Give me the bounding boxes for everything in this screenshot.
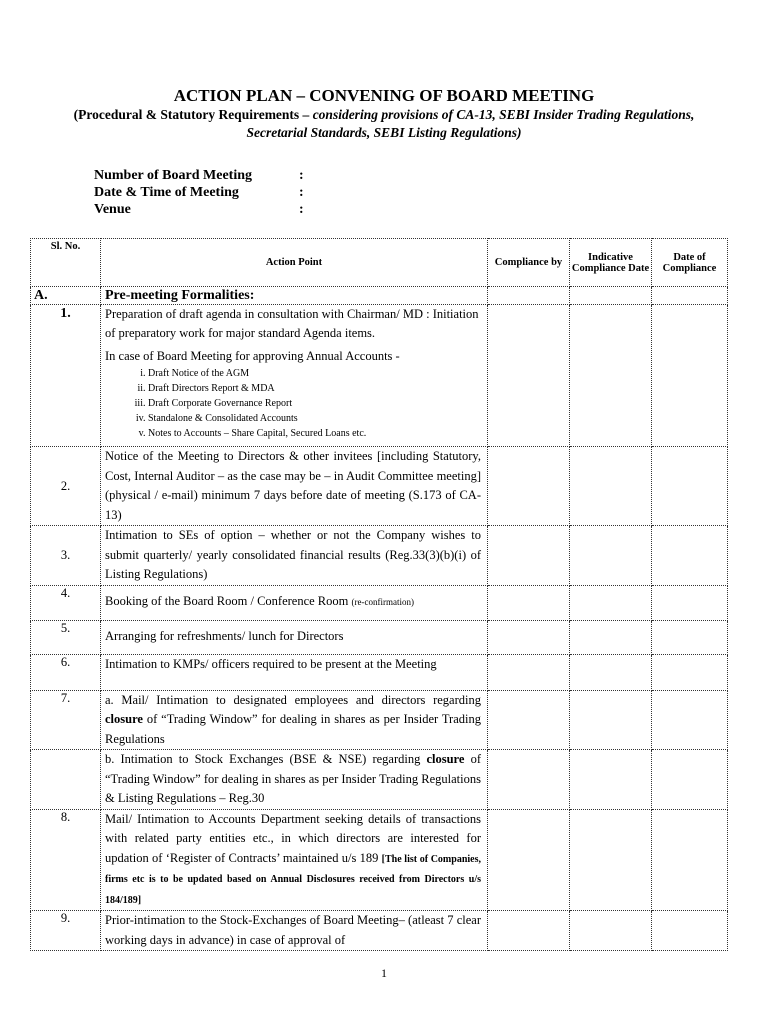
subtitle-italic: considering provisions of CA-13, SEBI Insider Trading Regulations, Secretarial Standards, SEBI Listing Regulations): [246, 107, 695, 140]
row-number: [31, 750, 101, 810]
section-letter: A.: [31, 287, 101, 305]
action-text-bold: closure: [105, 712, 143, 726]
action-point: [101, 809, 488, 911]
meta-row-number: [94, 167, 304, 184]
row-number: 8.: [31, 809, 101, 911]
action-point: Prior-intimation to the Stock-Exchanges of Board Meeting– (atleast 7 clear working days in advance) in case of approval of: [101, 911, 488, 951]
meta-label: Number of Board Meeting: [94, 168, 252, 183]
cell-indicative-date: [570, 809, 652, 911]
cell-date: [652, 911, 728, 951]
table-header-row: [31, 239, 728, 287]
row-number: 3.: [31, 526, 101, 586]
header-date-of-compliance: Date of Compliance: [652, 239, 728, 287]
document-title: ACTION PLAN – CONVENING OF BOARD MEETING: [173, 86, 595, 105]
table-row: [31, 690, 728, 750]
cell-indicative-date: [570, 620, 652, 654]
action-point: [101, 750, 488, 810]
row-number: 1.: [31, 305, 101, 447]
header-action-point: Action Point: [101, 239, 488, 287]
meta-label: Date & Time of Meeting: [94, 185, 239, 200]
cell-indicative-date: [570, 750, 652, 810]
action-point: [101, 585, 488, 620]
cell-compliance-by: [488, 690, 570, 750]
list-item: i. Draft Notice of the AGM: [148, 366, 481, 381]
cell-compliance-by: [488, 620, 570, 654]
cell-compliance-by: [488, 447, 570, 526]
cell-indicative-date: [570, 305, 652, 447]
cell-indicative-date: [570, 911, 652, 951]
meta-label: Venue: [94, 202, 131, 217]
action-point: [101, 305, 488, 447]
action-note: [The list of Companies, firms etc is to be updated based on Annual Disclosures received from Directors u/s 184/189]: [105, 853, 481, 906]
action-plan-table: [30, 238, 728, 951]
cell-compliance-by: [488, 654, 570, 690]
cell-compliance-by: [488, 911, 570, 951]
table-row: [31, 750, 728, 810]
row-number: 4.: [31, 585, 101, 620]
row-number: 2.: [31, 447, 101, 526]
cell-date: [652, 750, 728, 810]
cell-date: [652, 620, 728, 654]
meta-colon: :: [299, 168, 304, 183]
cell-compliance-by: [488, 585, 570, 620]
action-text: Mail/ Intimation to Accounts Department seeking details of transactions with related party entities etc., in which directors are interested for updation of ‘Register of Contracts’ maintained u/s 189: [105, 811, 481, 865]
cell-date: [652, 654, 728, 690]
row-number: 5.: [31, 620, 101, 654]
meta-colon: :: [299, 185, 304, 200]
annual-accounts-list: [105, 366, 481, 442]
action-text: a. Mail/ Intimation to designated employees and directors regarding: [105, 692, 481, 707]
action-point: Notice of the Meeting to Directors & other invitees [including Statutory, Cost, Internal Auditor – as the case may be – in Audit Committee meeting] (physical / e-mail) minimum 7 days before date of meeting (S.173 of CA-13): [101, 447, 488, 526]
table-row: [31, 911, 728, 951]
action-point: Intimation to SEs of option – whether or not the Company wishes to submit quarterly/ yearly consolidated financial results (Reg.33(3)(b)(i) of Listing Regulations): [101, 526, 488, 586]
header-sl: Sl. No.: [31, 239, 101, 287]
action-note: (re-confirmation): [351, 597, 414, 608]
table-row: [31, 447, 728, 526]
subtitle-prefix: (Procedural & Statutory Requirements –: [73, 107, 313, 122]
cell-date: [652, 305, 728, 447]
row-number: 6.: [31, 654, 101, 690]
meta-row-venue: [94, 201, 304, 218]
action-text: Booking of the Board Room / Conference Room: [105, 594, 349, 609]
cell-date: [652, 526, 728, 586]
cell-indicative-date: [570, 526, 652, 586]
cell-indicative-date: [570, 585, 652, 620]
table-row: [31, 585, 728, 620]
table-row: [31, 654, 728, 690]
document-subtitle: [60, 106, 708, 142]
meta-row-datetime: [94, 184, 304, 201]
list-item: v. Notes to Accounts – Share Capital, Secured Loans etc.: [148, 426, 481, 441]
cell-indicative-date: [570, 690, 652, 750]
action-point: [101, 690, 488, 750]
action-text: of “Trading Window” for dealing in shares as per Insider Trading Regulations: [105, 712, 481, 746]
cell-indicative-date: [570, 447, 652, 526]
table-row: [31, 526, 728, 586]
cell-date: [652, 287, 728, 305]
meta-colon: :: [299, 202, 304, 217]
action-text-annual: In case of Board Meeting for approving Annual Accounts -: [105, 349, 400, 363]
cell-compliance-by: [488, 305, 570, 447]
action-point: Intimation to KMPs/ officers required to be present at the Meeting: [101, 654, 488, 690]
cell-date: [652, 447, 728, 526]
table-row: [31, 620, 728, 654]
action-point: Arranging for refreshments/ lunch for Directors: [101, 620, 488, 654]
list-item: ii. Draft Directors Report & MDA: [148, 381, 481, 396]
cell-compliance-by: [488, 287, 570, 305]
cell-compliance-by: [488, 750, 570, 810]
section-row-a: [31, 287, 728, 305]
cell-indicative-date: [570, 654, 652, 690]
section-title: Pre-meeting Formalities:: [101, 287, 488, 305]
header-compliance-by: Compliance by: [488, 239, 570, 287]
cell-date: [652, 585, 728, 620]
row-number: 7.: [31, 690, 101, 750]
row-number: 9.: [31, 911, 101, 951]
cell-date: [652, 809, 728, 911]
list-item: iv. Standalone & Consolidated Accounts: [148, 411, 481, 426]
table-row: [31, 305, 728, 447]
action-text: of “Trading Window” for dealing in shares as per Insider Trading Regulations & Listing Regulations – Reg.30: [105, 752, 481, 805]
table-row: [31, 809, 728, 911]
cell-compliance-by: [488, 526, 570, 586]
action-text-bold: closure: [426, 752, 465, 766]
list-item: iii. Draft Corporate Governance Report: [148, 396, 481, 411]
cell-compliance-by: [488, 809, 570, 911]
page-number: 1: [381, 966, 387, 980]
action-text: Preparation of draft agenda in consultation with Chairman/ MD : Initiation of preparatory work for major standard Agenda items.: [105, 307, 479, 340]
action-text: b. Intimation to Stock Exchanges (BSE & NSE) regarding: [105, 752, 427, 766]
meeting-details: [94, 167, 304, 218]
header-indicative-date: Indicative Compliance Date: [570, 239, 652, 287]
cell-indicative-date: [570, 287, 652, 305]
cell-date: [652, 690, 728, 750]
